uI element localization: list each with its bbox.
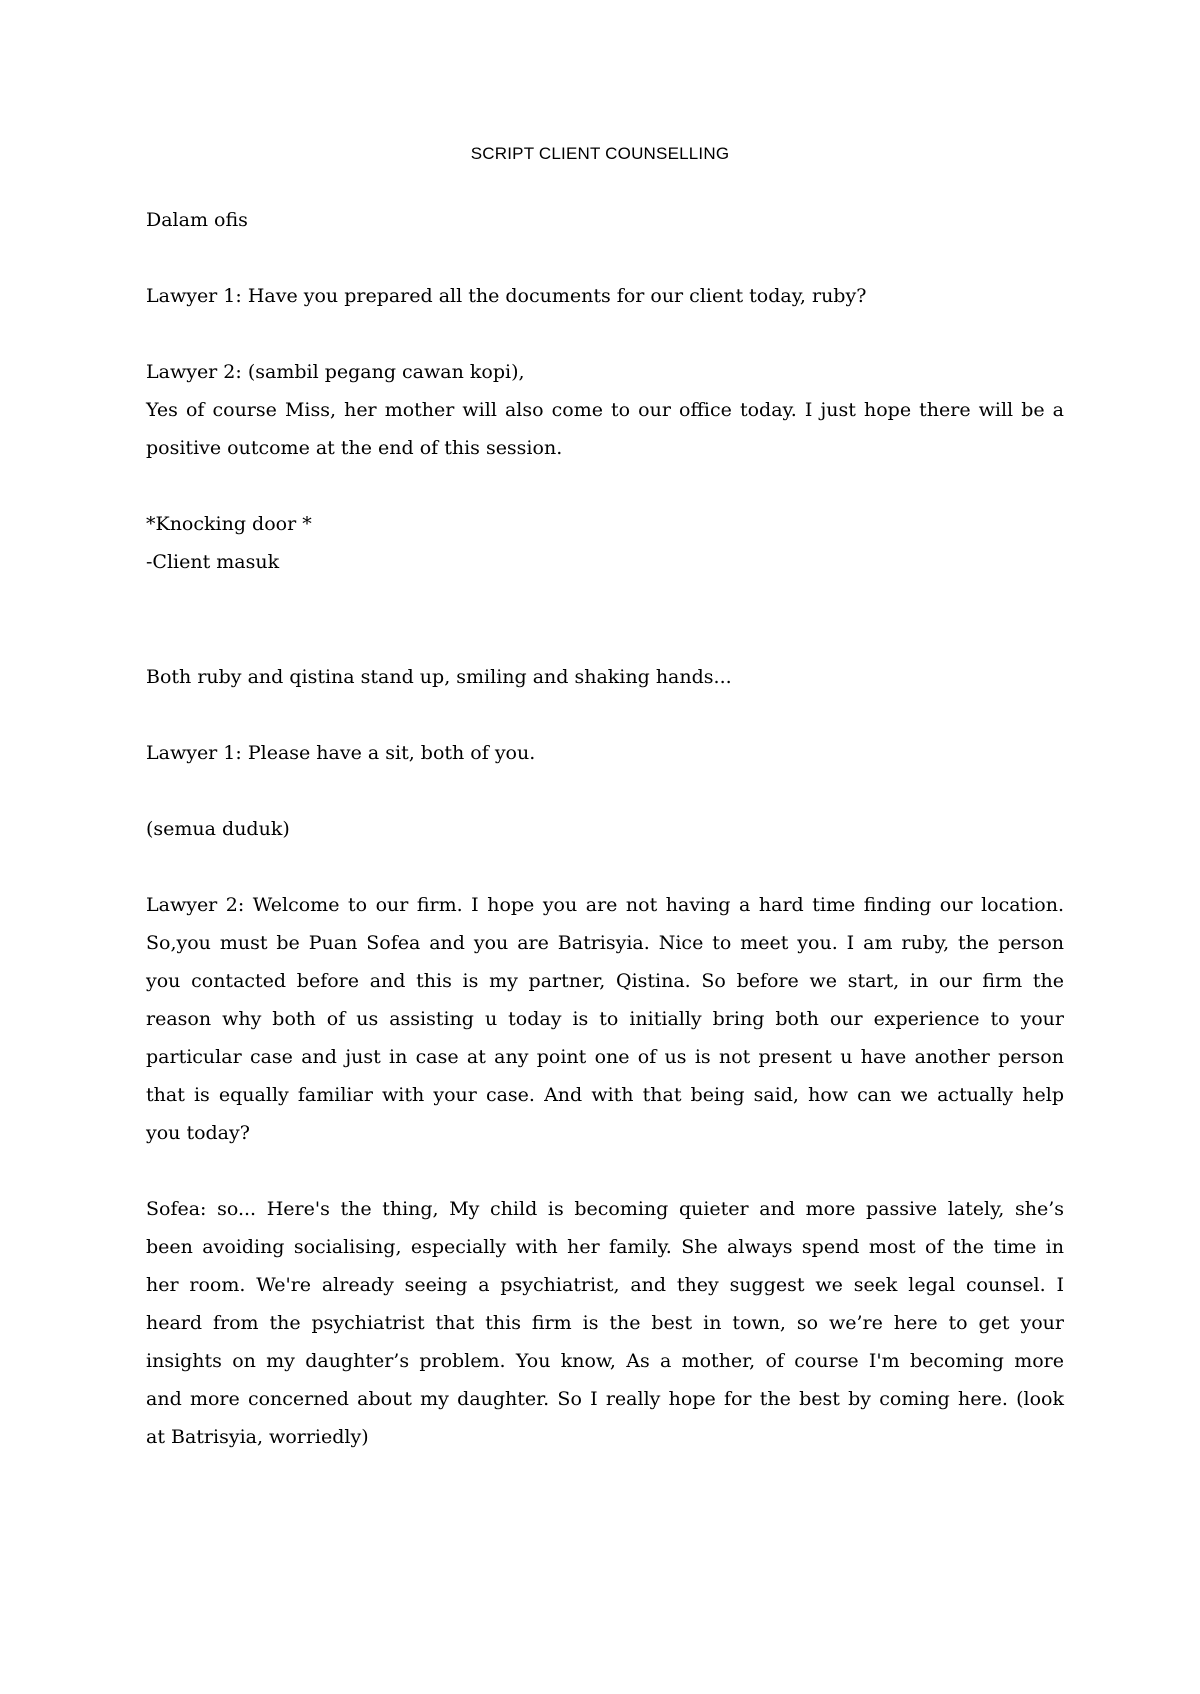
paragraph-line: So,you must be Puan Sofea and you are Batrisyia. Nice to meet you. I am ruby, the person — [146, 932, 1064, 954]
paragraph-line: heard from the psychiatrist that this firm is the best in town, so we’re here to get your — [146, 1312, 1064, 1334]
paragraph-line: Lawyer 2: Welcome to our firm. I hope you are not having a hard time finding our location. — [146, 894, 1064, 916]
stage-direction: *Knocking door * — [146, 513, 312, 535]
paragraph-line: particular case and just in case at any point one of us is not present u have another person — [146, 1046, 1064, 1068]
dialogue-line: Lawyer 1: Please have a sit, both of you. — [146, 742, 536, 764]
stage-direction: -Client masuk — [146, 551, 280, 573]
stage-direction: Both ruby and qistina stand up, smiling and shaking hands... — [146, 666, 732, 688]
paragraph-line: you contacted before and this is my partner, Qistina. So before we start, in our firm the — [146, 970, 1064, 992]
paragraph-line: insights on my daughter’s problem. You know, As a mother, of course I'm becoming more — [146, 1350, 1064, 1372]
paragraph-line: Sofea: so... Here's the thing, My child is becoming quieter and more passive lately, she’s — [146, 1198, 1064, 1220]
dialogue-line: Lawyer 1: Have you prepared all the documents for our client today, ruby? — [146, 285, 867, 307]
stage-direction: (semua duduk) — [146, 818, 290, 840]
paragraph-line: and more concerned about my daughter. So I really hope for the best by coming here. (look — [146, 1388, 1064, 1410]
dialogue-line: Yes of course Miss, her mother will also come to our office today. I just hope there will be a — [146, 399, 1064, 421]
dialogue-line: Lawyer 2: (sambil pegang cawan kopi), — [146, 361, 525, 383]
document-title: SCRIPT CLIENT COUNSELLING — [470, 144, 730, 163]
paragraph-line: that is equally familiar with your case. And with that being said, how can we actually help — [146, 1084, 1064, 1106]
paragraph-line: been avoiding socialising, especially with her family. She always spend most of the time in — [146, 1236, 1064, 1258]
scene-heading: Dalam ofis — [146, 209, 248, 231]
paragraph-line: at Batrisyia, worriedly) — [146, 1426, 369, 1448]
dialogue-line: positive outcome at the end of this session. — [146, 437, 563, 459]
paragraph-line: her room. We're already seeing a psychiatrist, and they suggest we seek legal counsel. I — [146, 1274, 1064, 1296]
paragraph-line: reason why both of us assisting u today is to initially bring both our experience to your — [146, 1008, 1064, 1030]
paragraph-line: you today? — [146, 1122, 250, 1144]
